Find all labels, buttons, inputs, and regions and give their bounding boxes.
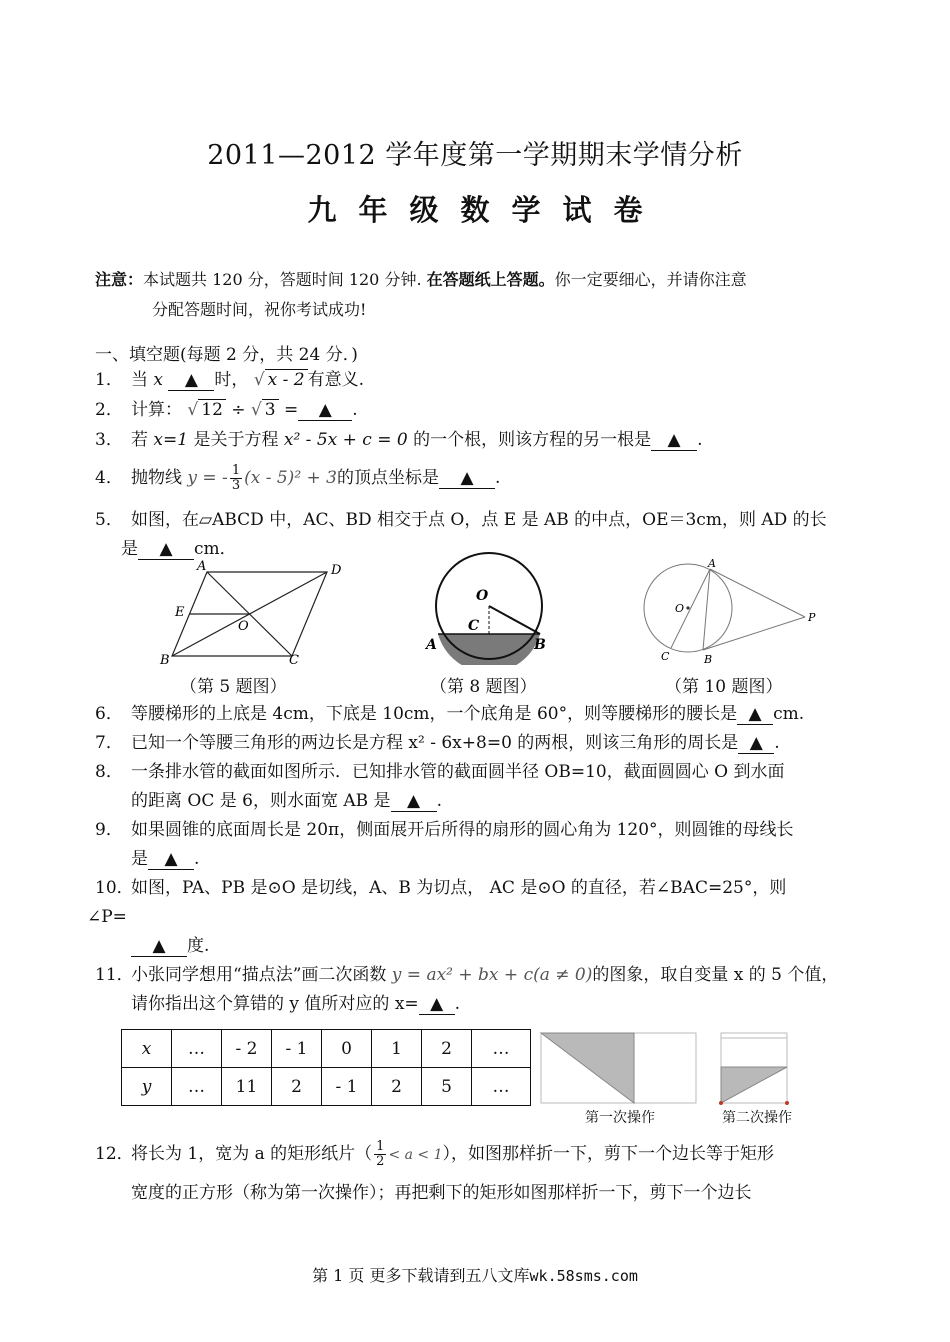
- caption-fig5: （第 5 题图）: [180, 677, 287, 697]
- q4-number: 4．: [95, 468, 123, 488]
- label-o: O: [476, 588, 489, 604]
- table-cell: - 1: [322, 1068, 372, 1106]
- q11-line1b: 的图象，取自变量 x 的 5 个值，: [592, 965, 839, 985]
- q12-line1b: ），如图那样折一下，剪下一个边长等于矩形: [442, 1144, 775, 1164]
- q2-blank: ▲: [298, 400, 352, 421]
- q5-number: 5．: [95, 510, 123, 530]
- label-c: C: [468, 618, 480, 634]
- table-cell: 5: [422, 1068, 472, 1106]
- figure-5: [155, 560, 355, 670]
- q2-number: 2．: [95, 400, 123, 420]
- q5-line2b: cm．: [194, 539, 237, 559]
- table-row: [122, 1030, 531, 1068]
- q1-var: x: [153, 370, 163, 390]
- q11-line2a: 请你指出这个算错的 y 值所对应的 x=: [131, 994, 419, 1014]
- table-cell: 2: [272, 1068, 322, 1106]
- q6-text-b: cm.: [773, 704, 805, 724]
- op2-marker-right: [785, 1101, 789, 1105]
- q4-expr-post: (x - 5)² + 3: [244, 468, 337, 488]
- q9-line1: 如果圆锥的底面周长是 20π，侧面展开后所得的扇形的圆心角为 120°，则圆锥的母线长: [131, 820, 794, 840]
- table-cell: 1: [372, 1030, 422, 1068]
- q11-line2b: .: [454, 994, 461, 1014]
- table-cell: 2: [372, 1068, 422, 1106]
- q4-fraction: [230, 464, 242, 493]
- q10-line3b: 度.: [187, 936, 210, 956]
- question-10: [87, 874, 870, 961]
- table-row: [122, 1068, 531, 1106]
- q9-line2a: 是: [131, 849, 148, 869]
- label-o: O: [238, 619, 249, 634]
- notice: [95, 265, 875, 325]
- q5-line2a: 是: [121, 539, 138, 559]
- q3-text-a: 若: [131, 430, 148, 450]
- notice-label: 注意：: [95, 270, 144, 289]
- q1-text-b: 时，: [214, 370, 249, 390]
- q2-end: .: [352, 400, 358, 420]
- q4-frac-den: 3: [231, 478, 241, 493]
- q3-number: 3．: [95, 430, 123, 450]
- q11-function: y = ax² + bx + c(a ≠ 0): [391, 965, 593, 985]
- q1-radicand: x - 2: [265, 369, 308, 390]
- q2-operator: ÷: [231, 400, 246, 420]
- question-4: [95, 464, 870, 493]
- question-3: [95, 426, 870, 455]
- q3-text-b: 是关于方程: [193, 430, 279, 450]
- label-d: D: [331, 563, 342, 578]
- q5-blank: ▲: [138, 539, 194, 560]
- q2-radicand-2: 3: [262, 399, 279, 420]
- q6-blank: ▲: [737, 704, 773, 725]
- table-cell: - 1: [272, 1030, 322, 1068]
- q9-blank: ▲: [148, 849, 194, 870]
- notice-line2: 分配答题时间，祝你考试成功!: [152, 300, 367, 319]
- q10-number: 10．: [95, 878, 134, 898]
- question-12: [95, 1135, 870, 1212]
- label-b: B: [704, 653, 713, 666]
- table-cell: …: [172, 1030, 222, 1068]
- label-o: O: [675, 602, 685, 615]
- q2-radicand-1: 12: [198, 399, 226, 420]
- label-a: A: [197, 560, 207, 574]
- q3-blank: ▲: [651, 430, 697, 451]
- label-c: C: [289, 653, 299, 668]
- q6-number: 6．: [95, 704, 123, 724]
- q9-number: 9．: [95, 820, 123, 840]
- question-9: [95, 816, 870, 874]
- footer-url[interactable]: wk.58sms.com: [529, 1267, 638, 1285]
- q10-blank: ▲: [131, 936, 187, 957]
- q1-number: 1．: [95, 370, 123, 390]
- label-a: A: [708, 557, 716, 570]
- table-cell: 2: [422, 1030, 472, 1068]
- question-11: [95, 961, 870, 1019]
- section-heading: 一、填空题(每题 2 分，共 24 分．): [95, 345, 358, 365]
- label-c: C: [661, 650, 670, 663]
- q3-text-c: 的一个根，则该方程的另一根是: [413, 430, 652, 450]
- figure-10: [635, 555, 825, 670]
- q12-fraction: [374, 1140, 386, 1169]
- op1-fold-triangle: [541, 1033, 634, 1103]
- notice-text1: 本试题共 120 分，答题时间 120 分钟.: [143, 270, 422, 289]
- q12-number: 12．: [95, 1144, 134, 1164]
- q11-number: 11．: [95, 965, 134, 985]
- table-cell: - 2: [222, 1030, 272, 1068]
- q1-text-a: 当: [131, 370, 148, 390]
- q4-frac-num: 1: [231, 463, 241, 478]
- q7-text-a: 已知一个等腰三角形的两边长是方程 x² - 6x+8=0 的两根，则该三角形的周长是: [131, 733, 739, 753]
- label-b: B: [534, 637, 546, 653]
- q11-line1a: 小张同学想用“描点法”画二次函数: [131, 965, 387, 985]
- table-cell: x: [122, 1030, 172, 1068]
- question-1: 1． 当 x ▲ 时， √ x - 2 有意义.: [95, 366, 870, 395]
- q3-end: .: [697, 430, 703, 450]
- q4-blank: ▲: [439, 468, 495, 489]
- caption-op1: 第一次操作: [585, 1110, 655, 1126]
- caption-fig10: （第 10 题图）: [665, 677, 783, 697]
- question-6: [95, 700, 870, 729]
- tangent-pb: [703, 617, 805, 650]
- q4-end: .: [495, 468, 501, 488]
- q12-line2: 宽度的正方形（称为第一次操作）；再把剩下的矩形如图那样折一下，剪下一个边长: [131, 1183, 752, 1203]
- table-cell: 11: [222, 1068, 272, 1106]
- q4-text-b: 的顶点坐标是: [337, 468, 439, 488]
- values-table: [121, 1029, 531, 1106]
- caption-op2: 第二次操作: [722, 1110, 792, 1126]
- table-cell: …: [472, 1068, 531, 1106]
- q8-line2b: .: [436, 791, 442, 811]
- q10-line1: 如图，PA、PB 是⊙O 是切线，A、B 为切点， AC 是⊙O 的直径，若∠BAC=25°，则: [131, 878, 787, 898]
- caption-fig8: （第 8 题图）: [430, 677, 537, 697]
- notice-text2: 你一定要细心，并请你注意: [554, 270, 747, 289]
- table-cell: 0: [322, 1030, 372, 1068]
- q12-inequality: < a < 1: [388, 1147, 443, 1163]
- q10-line2: ∠P=: [87, 907, 127, 927]
- q2-text-a: 计算：: [131, 400, 182, 420]
- q8-number: 8．: [95, 762, 123, 782]
- table-cell: …: [172, 1068, 222, 1106]
- q8-line2a: 的距离 OC 是 6，则水面宽 AB 是: [131, 791, 391, 811]
- q1-text-c: 有意义.: [307, 370, 365, 390]
- label-b: B: [160, 653, 170, 668]
- q3-equation: x² - 5x + c = 0: [283, 430, 408, 450]
- q12-line1a: 将长为 1，宽为 a 的矩形纸片（: [131, 1144, 373, 1164]
- op2-fold-triangle: [721, 1067, 787, 1103]
- tangent-pa: [710, 569, 805, 617]
- exam-subtitle: 九年级数学试卷: [307, 193, 665, 227]
- q7-blank: ▲: [738, 733, 774, 754]
- q12-frac-num: 1: [376, 1139, 385, 1154]
- question-8: [95, 758, 870, 816]
- footer-text: 第 1 页 更多下载请到五八文库: [312, 1266, 530, 1285]
- label-p: P: [808, 611, 816, 624]
- label-e: E: [175, 605, 185, 620]
- op2-marker-left: [719, 1101, 723, 1105]
- q8-blank: ▲: [391, 791, 437, 812]
- notice-bold: 在答题纸上答题。: [426, 270, 555, 289]
- label-a: A: [426, 637, 437, 653]
- center-dot: [686, 606, 689, 609]
- question-2: 2． 计算： √ 12 ÷ √ 3 = ▲ .: [95, 396, 870, 425]
- q1-blank: ▲: [168, 370, 214, 391]
- q6-text-a: 等腰梯形的上底是 4cm，下底是 10cm，一个底角是 60°，则等腰梯形的腰长是: [131, 704, 738, 724]
- page-footer: [0, 1263, 950, 1286]
- q8-line1: 一条排水管的截面如图所示．已知排水管的截面圆半径 OB=10，截面圆圆心 O 到水面: [131, 762, 785, 782]
- q9-line2b: .: [194, 849, 200, 869]
- water-segment: [438, 634, 540, 665]
- q11-blank: ▲: [419, 994, 455, 1015]
- q12-frac-den: 2: [376, 1154, 385, 1169]
- q7-number: 7．: [95, 733, 123, 753]
- table-cell: …: [472, 1030, 531, 1068]
- q5-line1: 如图，在▱ABCD 中，AC、BD 相交于点 O，点 E 是 AB 的中点，OE＝3cm，则 AD 的长: [131, 510, 827, 530]
- q2-equals: =: [284, 400, 299, 420]
- q3-condition: x=1: [153, 430, 189, 450]
- radius-ob: [489, 606, 540, 634]
- q4-expr-pre: y = -: [187, 468, 228, 488]
- table-cell: y: [122, 1068, 172, 1106]
- question-7: [95, 729, 870, 758]
- q7-text-b: .: [774, 733, 780, 753]
- figure-8: [420, 550, 560, 665]
- exam-title: 2011—2012 学年度第一学期期末学情分析: [207, 140, 743, 171]
- q4-text-a: 抛物线: [131, 468, 182, 488]
